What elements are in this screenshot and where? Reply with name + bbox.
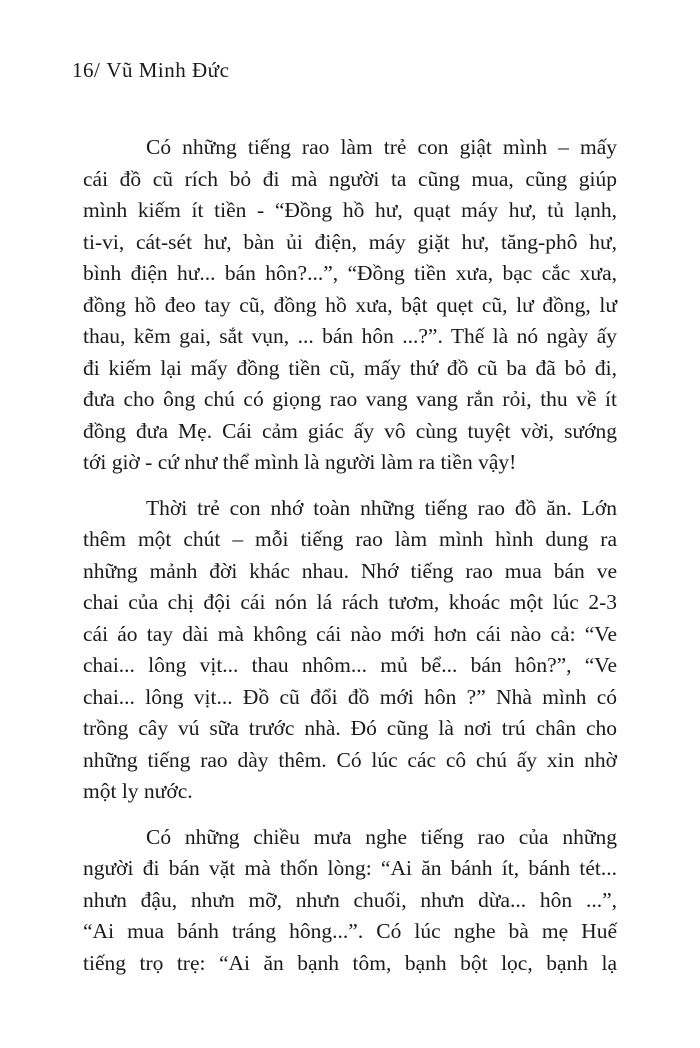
text-line: đi kiếm lại mấy đồng tiền cũ, mấy thứ đồ cũ ba đã bỏ đi, — [83, 355, 617, 380]
paragraph-1 — [83, 132, 617, 479]
text-line: cái đồ cũ rích bỏ đi mà người ta cũng mua, cũng giúp — [83, 166, 617, 191]
text-line: tới giờ - cứ như thể mình là người làm ra tiền vậy! — [83, 450, 517, 474]
text-line: thau, kẽm gai, sắt vụn, ... bán hôn ...?”. Thế là nó ngày ấy — [83, 324, 617, 348]
text-line: Thời trẻ con nhớ toàn những tiếng rao đồ ăn. Lớn — [146, 495, 617, 520]
text-line: tiếng trọ trẹ: “Ai ăn bạnh tôm, bạnh bột lọc, bạnh lạ — [83, 950, 617, 975]
author-name: Vũ Minh Đức — [106, 58, 230, 82]
text-line: cái áo tay dài mà không cái nào mới hơn cái nào cả: “Ve — [83, 621, 617, 646]
page-number: 16/ — [72, 58, 101, 82]
text-line: ti-vi, cát-sét hư, bàn ủi điện, máy giặt hư, tăng-phô hư, — [83, 229, 617, 254]
text-line: trồng cây vú sữa trước nhà. Đó cũng là nơi trú chân cho — [83, 716, 617, 740]
text-line: bình điện hư... bán hôn?...”, “Đồng tiền xưa, bạc cắc xưa, — [83, 261, 617, 285]
paragraph-3 — [83, 822, 617, 980]
text-line: nhưn đậu, nhưn mỡ, nhưn chuối, nhưn dừa... hôn ...”, — [83, 887, 617, 912]
text-line: đưa cho ông chú có giọng rao vang vang rắn rỏi, thu về ít — [83, 387, 617, 411]
text-line: “Ai mua bánh tráng hông...”. Có lúc nghe bà mẹ Huế — [83, 919, 617, 943]
text-line: một ly nước. — [83, 779, 193, 803]
text-line: những mảnh đời khác nhau. Nhớ tiếng rao mua bán ve — [83, 558, 617, 583]
text-line: chai... lông vịt... Đồ cũ đổi đồ mới hôn ?” Nhà mình có — [83, 684, 617, 709]
body-text — [83, 132, 617, 993]
text-line: những tiếng rao dày thêm. Có lúc các cô chú ấy xin nhờ — [83, 747, 617, 772]
text-line: chai... lông vịt... thau nhôm... mủ bể... bán hôn?”, “Ve — [83, 653, 617, 677]
text-line: người đi bán vặt mà thốn lòng: “Ai ăn bánh ít, bánh tét... — [83, 856, 617, 880]
running-header — [72, 58, 229, 83]
text-line: thêm một chút – mỗi tiếng rao làm mình hình dung ra — [83, 527, 617, 551]
text-line: Có những chiều mưa nghe tiếng rao của những — [146, 824, 617, 849]
paragraph-2 — [83, 493, 617, 808]
text-line: mình kiếm ít tiền - “Đồng hồ hư, quạt máy hư, tủ lạnh, — [83, 198, 617, 222]
text-line: đồng đưa Mẹ. Cái cảm giác ấy vô cùng tuyệt vời, sướng — [83, 418, 617, 443]
text-line: Có những tiếng rao làm trẻ con giật mình – mấy — [146, 135, 617, 159]
text-line: chai của chị đội cái nón lá rách tươm, khoác một lúc 2-3 — [83, 590, 617, 614]
text-line: đồng hồ đeo tay cũ, đồng hồ xưa, bật quẹt cũ, lư đồng, lư — [83, 292, 617, 317]
